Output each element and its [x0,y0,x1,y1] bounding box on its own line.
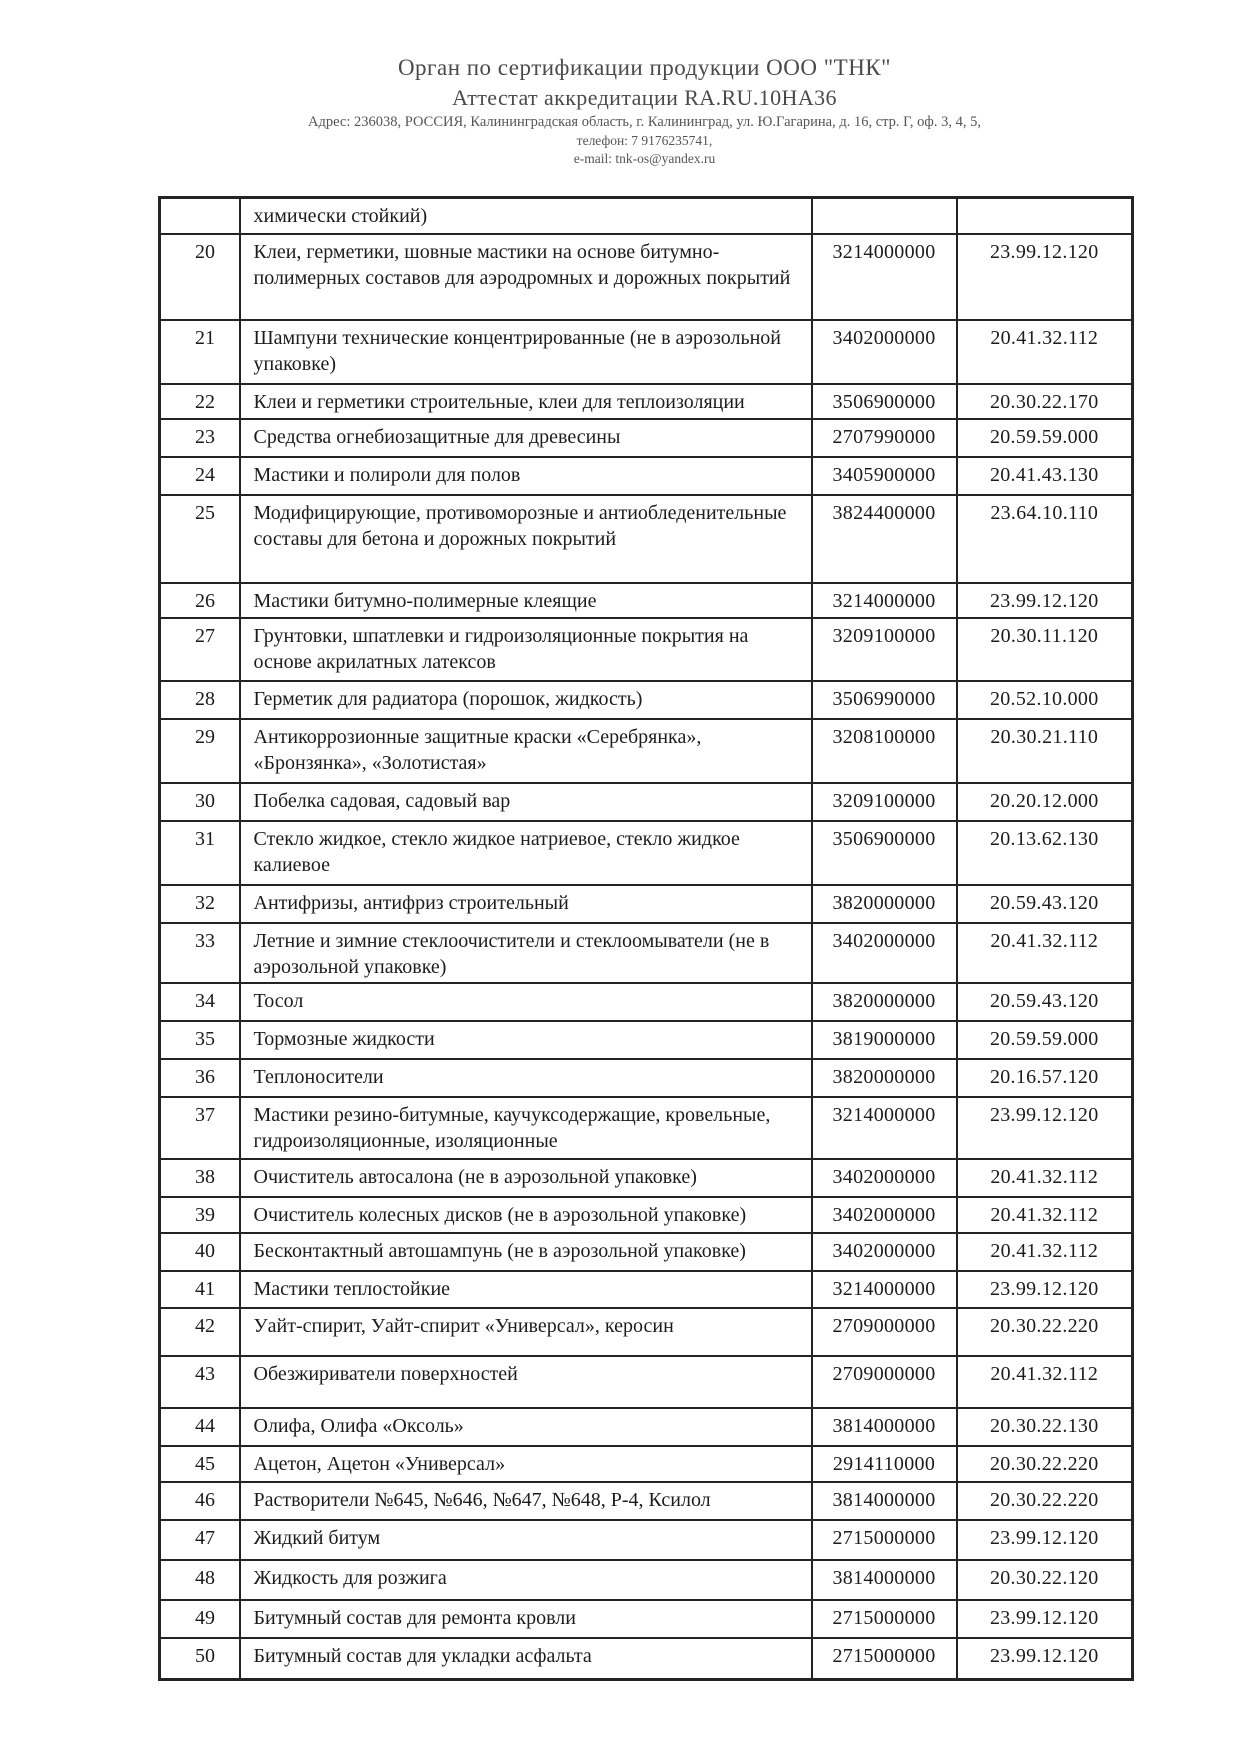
row-number-cell: 22 [160,384,240,419]
okpd2-code-cell: 23.99.12.120 [957,1638,1133,1680]
row-number-cell: 35 [160,1021,240,1059]
table-row [160,1638,1133,1680]
okpd2-code-cell: 20.41.32.112 [957,1159,1133,1197]
okpd2-code-cell: 20.41.43.130 [957,457,1133,495]
product-name-cell: Мастики теплостойкие [240,1271,812,1308]
row-number-cell: 23 [160,419,240,457]
okpd2-code-cell: 20.13.62.130 [957,821,1133,885]
okpd2-code-cell: 20.30.21.110 [957,719,1133,783]
product-name-cell: Мастики и полироли для полов [240,457,812,495]
row-number-cell: 37 [160,1097,240,1159]
okpd2-code-cell: 20.20.12.000 [957,783,1133,821]
tnved-code-cell: 3402000000 [812,1197,957,1233]
product-name-cell: Модифицирующие, противоморозные и антиобледенительные составы для бетона и дорожных покрытий [240,495,812,583]
table-row [160,1408,1133,1446]
table-row [160,320,1133,384]
product-name-cell: Антикоррозионные защитные краски «Серебрянка», «Бронзянка», «Золотистая» [240,719,812,783]
table-row [160,384,1133,419]
row-number-cell: 46 [160,1482,240,1520]
table-row [160,1271,1133,1308]
row-number-cell: 39 [160,1197,240,1233]
okpd2-code-cell: 20.16.57.120 [957,1059,1133,1097]
okpd2-code-cell: 23.64.10.110 [957,495,1133,583]
row-number-cell: 31 [160,821,240,885]
row-number-cell: 48 [160,1560,240,1600]
row-number-cell: 36 [160,1059,240,1097]
tnved-code-cell: 3506900000 [812,384,957,419]
okpd2-code-cell: 23.99.12.120 [957,1097,1133,1159]
tnved-code-cell: 3402000000 [812,923,957,983]
product-name-cell: Битумный состав для укладки асфальта [240,1638,812,1680]
table-row [160,1097,1133,1159]
row-number-cell: 40 [160,1233,240,1271]
row-number-cell: 27 [160,618,240,681]
product-name-cell: Мастики резино-битумные, каучуксодержащие, кровельные, гидроизоляционные, изоляционные [240,1097,812,1159]
okpd2-code-cell: 20.41.32.112 [957,1197,1133,1233]
phone-line: телефон: 7 9176235741, [576,133,713,148]
product-name-cell: Бесконтактный автошампунь (не в аэрозольной упаковке) [240,1233,812,1271]
table-row [160,1159,1133,1197]
okpd2-code-cell: 20.41.32.112 [957,320,1133,384]
table-row [160,719,1133,783]
okpd2-code-cell: 23.99.12.120 [957,583,1133,618]
row-number-cell [160,198,240,234]
row-number-cell: 25 [160,495,240,583]
email-line: e-mail: tnk-os@yandex.ru [573,151,716,166]
tnved-code-cell: 3814000000 [812,1408,957,1446]
product-name-cell: Очиститель колесных дисков (не в аэрозольной упаковке) [240,1197,812,1233]
product-name-cell: Тормозные жидкости [240,1021,812,1059]
row-number-cell: 38 [160,1159,240,1197]
table-row [160,1197,1133,1233]
tnved-code-cell: 3824400000 [812,495,957,583]
row-number-cell: 34 [160,983,240,1021]
address-line: Адрес: 236038, РОССИЯ, Калининградская область, г. Калининград, ул. Ю.Гагарина, д. 16, стр. Г, оф. 3, 4, 5, [308,114,981,130]
okpd2-code-cell: 20.30.22.170 [957,384,1133,419]
tnved-code-cell: 2715000000 [812,1520,957,1560]
table-row [160,1482,1133,1520]
tnved-code-cell: 3402000000 [812,1159,957,1197]
row-number-cell: 50 [160,1638,240,1680]
row-number-cell: 49 [160,1600,240,1638]
tnved-code-cell: 2715000000 [812,1600,957,1638]
table-row [160,1308,1133,1356]
product-name-cell: Битумный состав для ремонта кровли [240,1600,812,1638]
product-name-cell: Теплоносители [240,1059,812,1097]
row-number-cell: 20 [160,234,240,320]
tnved-code-cell: 3506990000 [812,681,957,719]
okpd2-code-cell [957,198,1133,234]
tnved-code-cell: 2914110000 [812,1446,957,1482]
tnved-code-cell: 2709000000 [812,1356,957,1408]
tnved-code-cell: 3402000000 [812,1233,957,1271]
tnved-code-cell [812,198,957,234]
okpd2-code-cell: 20.30.22.220 [957,1308,1133,1356]
row-number-cell: 28 [160,681,240,719]
tnved-code-cell: 3820000000 [812,983,957,1021]
tnved-code-cell: 3820000000 [812,1059,957,1097]
table-row [160,457,1133,495]
row-number-cell: 29 [160,719,240,783]
product-name-cell: Олифа, Олифа «Оксоль» [240,1408,812,1446]
product-name-cell: Тосол [240,983,812,1021]
table-row [160,821,1133,885]
okpd2-code-cell: 20.30.22.220 [957,1482,1133,1520]
product-name-cell: Клеи, герметики, шовные мастики на основе битумно-полимерных составов для аэродромных и дорожных покрытий [240,234,812,320]
okpd2-code-cell: 20.41.32.112 [957,1233,1133,1271]
row-number-cell: 33 [160,923,240,983]
product-name-cell: Герметик для радиатора (порошок, жидкость) [240,681,812,719]
tnved-code-cell: 3819000000 [812,1021,957,1059]
product-name-cell: Грунтовки, шпатлевки и гидроизоляционные покрытия на основе акрилатных латексов [240,618,812,681]
tnved-code-cell: 3405900000 [812,457,957,495]
table-row [160,923,1133,983]
table-row [160,234,1133,320]
row-number-cell: 42 [160,1308,240,1356]
table-row [160,1356,1133,1408]
product-name-cell: Средства огнебиозащитные для древесины [240,419,812,457]
product-name-cell: Побелка садовая, садовый вар [240,783,812,821]
tnved-code-cell: 3820000000 [812,885,957,923]
okpd2-code-cell: 23.99.12.120 [957,1271,1133,1308]
okpd2-code-cell: 20.59.43.120 [957,983,1133,1021]
product-name-cell: Жидкость для розжига [240,1560,812,1600]
product-name-cell: Уайт-спирит, Уайт-спирит «Универсал», керосин [240,1308,812,1356]
okpd2-code-cell: 20.52.10.000 [957,681,1133,719]
tnved-code-cell: 3208100000 [812,719,957,783]
tnved-code-cell: 3506900000 [812,821,957,885]
product-name-cell: Антифризы, антифриз строительный [240,885,812,923]
product-name-cell: Летние и зимние стеклоочистители и стеклоомыватели (не в аэрозольной упаковке) [240,923,812,983]
table-row [160,618,1133,681]
okpd2-code-cell: 20.59.59.000 [957,419,1133,457]
table-row [160,783,1133,821]
row-number-cell: 30 [160,783,240,821]
okpd2-code-cell: 20.59.59.000 [957,1021,1133,1059]
product-name-cell: химически стойкий) [240,198,812,234]
okpd2-code-cell: 20.30.11.120 [957,618,1133,681]
table-row [160,583,1133,618]
table-row [160,885,1133,923]
row-number-cell: 26 [160,583,240,618]
table-row [160,1600,1133,1638]
product-name-cell: Очиститель автосалона (не в аэрозольной упаковке) [240,1159,812,1197]
org-name: Орган по сертификации продукции ООО "ТНК" [397,55,892,80]
tnved-code-cell: 2709000000 [812,1308,957,1356]
products-table [158,196,1134,1681]
okpd2-code-cell: 23.99.12.120 [957,1520,1133,1560]
okpd2-code-cell: 20.59.43.120 [957,885,1133,923]
tnved-code-cell: 2707990000 [812,419,957,457]
okpd2-code-cell: 20.41.32.112 [957,923,1133,983]
table-row [160,1233,1133,1271]
table-row [160,983,1133,1021]
product-name-cell: Ацетон, Ацетон «Универсал» [240,1446,812,1482]
table-row [160,1520,1133,1560]
row-number-cell: 45 [160,1446,240,1482]
table-row [160,1059,1133,1097]
product-name-cell: Клеи и герметики строительные, клеи для теплоизоляции [240,384,812,419]
tnved-code-cell: 3814000000 [812,1482,957,1520]
okpd2-code-cell: 20.30.22.130 [957,1408,1133,1446]
table-row [160,198,1133,234]
table-row [160,681,1133,719]
tnved-code-cell: 3402000000 [812,320,957,384]
tnved-code-cell: 2715000000 [812,1638,957,1680]
table-row [160,1021,1133,1059]
product-table-body [160,198,1133,1680]
tnved-code-cell: 3214000000 [812,583,957,618]
tnved-code-cell: 3214000000 [812,1097,957,1159]
row-number-cell: 24 [160,457,240,495]
product-name-cell: Растворители №645, №646, №647, №648, Р-4, Ксилол [240,1482,812,1520]
product-name-cell: Мастики битумно-полимерные клеящие [240,583,812,618]
table-row [160,1446,1133,1482]
tnved-code-cell: 3209100000 [812,783,957,821]
okpd2-code-cell: 20.30.22.120 [957,1560,1133,1600]
okpd2-code-cell: 23.99.12.120 [957,1600,1133,1638]
row-number-cell: 47 [160,1520,240,1560]
product-name-cell: Шампуни технические концентрированные (не в аэрозольной упаковке) [240,320,812,384]
tnved-code-cell: 3214000000 [812,1271,957,1308]
accreditation-line: Аттестат аккредитации RA.RU.10HA36 [452,85,837,110]
document-header [158,52,1131,168]
tnved-code-cell: 3209100000 [812,618,957,681]
row-number-cell: 43 [160,1356,240,1408]
product-name-cell: Обезжириватели поверхностей [240,1356,812,1408]
row-number-cell: 21 [160,320,240,384]
row-number-cell: 41 [160,1271,240,1308]
product-name-cell: Жидкий битум [240,1520,812,1560]
table-row [160,495,1133,583]
row-number-cell: 32 [160,885,240,923]
tnved-code-cell: 3214000000 [812,234,957,320]
table-row [160,419,1133,457]
row-number-cell: 44 [160,1408,240,1446]
table-row [160,1560,1133,1600]
okpd2-code-cell: 23.99.12.120 [957,234,1133,320]
okpd2-code-cell: 20.30.22.220 [957,1446,1133,1482]
tnved-code-cell: 3814000000 [812,1560,957,1600]
product-name-cell: Стекло жидкое, стекло жидкое натриевое, стекло жидкое калиевое [240,821,812,885]
okpd2-code-cell: 20.41.32.112 [957,1356,1133,1408]
